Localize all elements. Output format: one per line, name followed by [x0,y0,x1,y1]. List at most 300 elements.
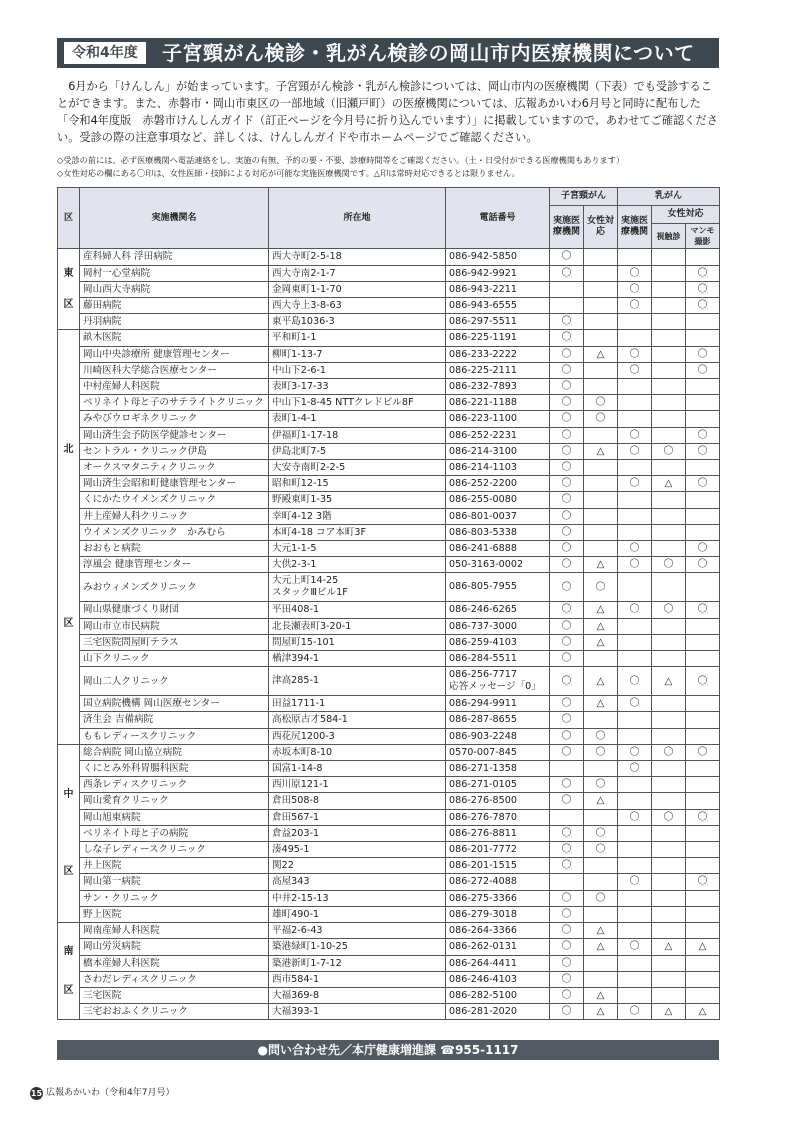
clinic-tel: 086-232-7893 [446,379,550,395]
clinic-address: 国富1-14-8 [269,761,446,777]
cervical-female: 〇 [584,842,618,858]
breast-mammo-female: 〇 [686,281,720,297]
breast-mammo-female [686,573,720,602]
clinic-name: 岡山済生会予防医学健診センター [80,427,269,443]
breast-impl [618,923,652,939]
breast-mammo-female [686,728,720,744]
clinic-name: 西条レディスクリニック [80,777,269,793]
breast-palpation-female [652,524,686,540]
cervical-impl: 〇 [550,524,584,540]
clinic-tel: 086-281-2020 [446,1004,550,1020]
clinic-tel: 086-264-4411 [446,955,550,971]
breast-mammo-female [686,249,720,265]
clinic-name: 岡山市立市民病院 [80,618,269,634]
table-row [58,842,720,858]
cervical-female [584,476,618,492]
breast-mammo-female: 〇 [686,541,720,557]
breast-mammo-female [686,618,720,634]
breast-impl [618,890,652,906]
cervical-female [584,281,618,297]
cervical-impl: 〇 [550,557,584,573]
breast-palpation-female [652,379,686,395]
breast-impl: 〇 [618,476,652,492]
clinic-name: 橋本産婦人科医院 [80,955,269,971]
col-palpation: 視触診 [652,224,686,249]
breast-impl: 〇 [618,557,652,573]
breast-impl: 〇 [618,602,652,618]
breast-palpation-female [652,906,686,922]
clinic-address: 倉田567-1 [269,809,446,825]
clinic-address: 大安寺南町2-2-5 [269,460,446,476]
clinic-address: 赤坂本町8-10 [269,744,446,760]
breast-impl [618,987,652,1003]
table-row [58,712,720,728]
breast-impl [618,793,652,809]
cervical-female: 〇 [584,728,618,744]
clinic-address: 関22 [269,858,446,874]
intro-paragraph: 6月から「けんしん」が始まっています。子宮頸がん検診・乳がん検診については、岡山市内の医療機関（下表）でも受診することができます。また、赤磐市・岡山市東区の一部地域（旧瀬戸町）の医療機関については、広報あかいわ6月号と同時に配布した「令和4年度版 赤磐市けんしんガイド（訂正ページを今月号に折り込んでいます）」に掲載していますので、あわせてご確認ください。受診の際の注意事項など、詳しくは、けんしんガイドや市ホームページでご確認ください。 [57,80,718,144]
breast-mammo-female [686,492,720,508]
breast-mammo-female [686,712,720,728]
cervical-female [584,492,618,508]
clinic-tel: 086-282-5100 [446,987,550,1003]
page-title: 子宮頸がん検診・乳がん検診の岡山市内医療機関について [162,41,695,65]
clinic-tel: 086-252-2231 [446,427,550,443]
breast-mammo-female: 〇 [686,297,720,313]
clinic-tel: 086-246-4103 [446,971,550,987]
clinic-tel: 0570-007-845 [446,744,550,760]
breast-impl [618,460,652,476]
clinic-address: 中井2-15-13 [269,890,446,906]
breast-palpation-female [652,427,686,443]
clinic-address: 倉益203-1 [269,825,446,841]
clinic-tel: 086-214-1103 [446,460,550,476]
table-row [58,761,720,777]
table-row [58,809,720,825]
table-row [58,696,720,712]
col-cervical-impl: 実施医療機関 [550,206,584,249]
cervical-impl: 〇 [550,955,584,971]
cervical-impl: 〇 [550,987,584,1003]
cervical-female [584,858,618,874]
cervical-impl: 〇 [550,602,584,618]
breast-mammo-female: 〇 [686,557,720,573]
breast-palpation-female [652,825,686,841]
table-row [58,330,720,346]
clinic-tel: 086-943-2211 [446,281,550,297]
table-row [58,890,720,906]
clinic-name: オークスマタニティクリニック [80,460,269,476]
clinic-tel: 086-276-7870 [446,809,550,825]
clinic-name: 済生会 吉備病院 [80,712,269,728]
breast-palpation-female [652,651,686,667]
breast-mammo-female [686,987,720,1003]
clinic-name: 岡山二人クリニック [80,667,269,696]
cervical-female: 〇 [584,411,618,427]
cervical-impl: 〇 [550,411,584,427]
breast-palpation-female [652,890,686,906]
clinic-address: 平和町1-1 [269,330,446,346]
table-row [58,265,720,281]
col-cervical-female: 女性対応 [584,206,618,249]
cervical-female: △ [584,557,618,573]
breast-impl [618,524,652,540]
breast-mammo-female [686,971,720,987]
clinic-name: 井上産婦人科クリニック [80,508,269,524]
cervical-impl: 〇 [550,906,584,922]
cervical-female [584,297,618,313]
breast-mammo-female [686,508,720,524]
breast-mammo-female [686,906,720,922]
breast-mammo-female [686,634,720,650]
clinic-name: 岡山済生会昭和町健康管理センター [80,476,269,492]
breast-impl: 〇 [618,696,652,712]
breast-impl: 〇 [618,1004,652,1020]
cervical-female: 〇 [584,890,618,906]
table-row [58,874,720,890]
cervical-female: △ [584,602,618,618]
clinic-tel: 086-201-7772 [446,842,550,858]
breast-mammo-female [686,793,720,809]
cervical-female: 〇 [584,573,618,602]
cervical-female: 〇 [584,395,618,411]
clinic-name: 岡山労災病院 [80,939,269,955]
breast-impl [618,825,652,841]
cervical-impl: 〇 [550,379,584,395]
clinic-name: ももレディースクリニック [80,728,269,744]
breast-palpation-female [652,971,686,987]
breast-palpation-female [652,281,686,297]
clinic-name: 産科婦人科 浮田病院 [80,249,269,265]
breast-mammo-female: △ [686,1004,720,1020]
cervical-impl: 〇 [550,777,584,793]
clinic-address: 平田408-1 [269,602,446,618]
cervical-impl: 〇 [550,634,584,650]
col-address: 所在地 [269,188,446,249]
table-row [58,460,720,476]
clinic-address: 北長瀬表町3-20-1 [269,618,446,634]
breast-palpation-female [652,492,686,508]
table-row [58,249,720,265]
cervical-female [584,379,618,395]
clinic-tel: 086-271-0105 [446,777,550,793]
breast-impl [618,728,652,744]
breast-palpation-female: △ [652,476,686,492]
clinic-tel: 086-903-2248 [446,728,550,744]
clinic-name: 丹羽病院 [80,314,269,330]
clinic-address: 大福369-8 [269,987,446,1003]
cervical-female [584,508,618,524]
clinic-address: 大元1-1-5 [269,541,446,557]
breast-impl: 〇 [618,939,652,955]
breast-impl: 〇 [618,443,652,459]
cervical-female [584,874,618,890]
clinic-tel: 086-223-1100 [446,411,550,427]
clinic-address: 問屋町15-101 [269,634,446,650]
breast-palpation-female [652,249,686,265]
table-row [58,667,720,696]
breast-impl [618,955,652,971]
clinic-address: 西市584-1 [269,971,446,987]
breast-impl: 〇 [618,362,652,378]
breast-impl: 〇 [618,667,652,696]
table-row [58,793,720,809]
table-row [58,971,720,987]
clinic-name: セントラル・クリニック伊島 [80,443,269,459]
cervical-impl: 〇 [550,858,584,874]
cervical-impl [550,761,584,777]
cervical-female [584,249,618,265]
cervical-impl: 〇 [550,728,584,744]
breast-palpation-female: 〇 [652,809,686,825]
cervical-female [584,460,618,476]
breast-impl: 〇 [618,265,652,281]
note-item: ◇受診の前には、必ず医療機関へ電話連絡をし、実施の有無、予約の要・不要、診療時間等をご確認ください。（土・日受付ができる医療機関もあります） [57,155,625,165]
clinic-tel: 086-805-7955 [446,573,550,602]
clinic-name: 井上医院 [80,858,269,874]
clinic-address: 西花尻1200-3 [269,728,446,744]
clinic-name: しな子レディースクリニック [80,842,269,858]
cervical-impl: 〇 [550,923,584,939]
ward-cell: 中 区 [58,744,80,922]
clinic-name: ウイメンズクリニック かみむら [80,524,269,540]
clinic-address: 幸町4-12 3階 [269,508,446,524]
cervical-impl: 〇 [550,651,584,667]
breast-impl [618,651,652,667]
breast-impl: 〇 [618,874,652,890]
clinic-tel: 086-276-8811 [446,825,550,841]
breast-palpation-female [652,858,686,874]
clinic-tel: 086-262-0131 [446,939,550,955]
clinic-tel: 086-271-1358 [446,761,550,777]
cervical-female: △ [584,987,618,1003]
breast-palpation-female: △ [652,667,686,696]
clinic-tel: 086-737-3000 [446,618,550,634]
clinic-address: 中山下1-8-45 NTTクレドビル8F [269,395,446,411]
breast-impl [618,842,652,858]
cervical-female [584,809,618,825]
cervical-female: △ [584,618,618,634]
clinic-tel: 086-284-5511 [446,651,550,667]
clinic-tel: 086-201-1515 [446,858,550,874]
table-row [58,618,720,634]
breast-mammo-female: 〇 [686,602,720,618]
breast-mammo-female: △ [686,939,720,955]
breast-mammo-female [686,858,720,874]
col-group-cervical: 子宮頸がん [550,188,618,206]
cervical-impl: 〇 [550,314,584,330]
breast-mammo-female [686,330,720,346]
clinic-name: 畝木医院 [80,330,269,346]
clinic-address: 高屋343 [269,874,446,890]
breast-impl [618,395,652,411]
breast-mammo-female [686,761,720,777]
breast-impl: 〇 [618,809,652,825]
cervical-impl: 〇 [550,667,584,696]
breast-palpation-female [652,712,686,728]
breast-impl: 〇 [618,281,652,297]
clinic-tel: 086-276-8500 [446,793,550,809]
cervical-impl: 〇 [550,460,584,476]
clinic-name: 山下クリニック [80,651,269,667]
table-row [58,825,720,841]
cervical-female [584,906,618,922]
cervical-impl: 〇 [550,712,584,728]
breast-palpation-female [652,793,686,809]
breast-impl [618,379,652,395]
clinic-address: 楢津394-1 [269,651,446,667]
breast-mammo-female [686,923,720,939]
table-row [58,651,720,667]
table-row [58,362,720,378]
cervical-female [584,265,618,281]
clinic-address: 昭和町12-15 [269,476,446,492]
breast-impl [618,330,652,346]
table-row [58,346,720,362]
breast-palpation-female [652,395,686,411]
clinic-address: 伊福町1-17-18 [269,427,446,443]
breast-mammo-female [686,460,720,476]
cervical-impl [550,281,584,297]
clinic-address: 表町3-17-33 [269,379,446,395]
clinic-tel: 086-225-1191 [446,330,550,346]
table-row [58,411,720,427]
breast-palpation-female [652,330,686,346]
clinic-name: 岡山第一病院 [80,874,269,890]
table-row [58,634,720,650]
clinic-tel: 086-241-6888 [446,541,550,557]
breast-mammo-female [686,651,720,667]
breast-palpation-female [652,777,686,793]
breast-mammo-female: 〇 [686,744,720,760]
cervical-impl: 〇 [550,825,584,841]
breast-impl [618,411,652,427]
cervical-impl [550,874,584,890]
breast-impl [618,777,652,793]
breast-mammo-female: 〇 [686,476,720,492]
col-mammo: マンモ撮影 [686,224,720,249]
note-item: ◇女性対応の欄にある〇印は、女性医師・技師による対応が可能な実施医療機関です。△印は常時対応できるとは限りません。 [57,168,520,178]
clinic-address: 倉田508-8 [269,793,446,809]
breast-impl [618,906,652,922]
cervical-female [584,955,618,971]
breast-palpation-female [652,346,686,362]
breast-mammo-female [686,379,720,395]
cervical-female [584,362,618,378]
breast-mammo-female [686,411,720,427]
table-row [58,541,720,557]
breast-impl [618,971,652,987]
col-tel: 電話番号 [446,188,550,249]
table-body [58,249,720,1020]
intro-text [57,78,721,146]
breast-palpation-female [652,508,686,524]
col-group-female: 女性対応 [652,206,720,224]
clinic-name: 岡村一心堂病院 [80,265,269,281]
clinic-address: 湊495-1 [269,842,446,858]
breast-mammo-female [686,524,720,540]
breast-impl [618,858,652,874]
clinic-tel: 086-801-0037 [446,508,550,524]
cervical-female [584,524,618,540]
clinic-name: 岡南産婦人科医院 [80,923,269,939]
breast-impl [618,712,652,728]
notes [57,154,737,180]
contact-bar: ●問い合わせ先／本庁健康増進課 ☎955-1117 [57,1040,719,1060]
table-row [58,1004,720,1020]
clinic-tel: 086-255-0080 [446,492,550,508]
breast-mammo-female: 〇 [686,874,720,890]
cervical-female [584,971,618,987]
breast-palpation-female: △ [652,939,686,955]
cervical-impl: 〇 [550,939,584,955]
clinic-name: 川崎医科大学総合医療センター [80,362,269,378]
clinic-tel: 086-942-9921 [446,265,550,281]
cervical-impl: 〇 [550,508,584,524]
ward-cell: 南 区 [58,923,80,1020]
table-row [58,379,720,395]
clinic-name: 岡山県健康づくり財団 [80,602,269,618]
breast-mammo-female [686,777,720,793]
cervical-impl: 〇 [550,618,584,634]
clinic-tel: 086-256-7717 応答メッセージ「0」 [446,667,550,696]
clinic-tel: 086-221-1188 [446,395,550,411]
breast-mammo-female: 〇 [686,427,720,443]
ward-cell: 東 区 [58,249,80,330]
clinic-name: くにとみ外科胃腸科医院 [80,761,269,777]
breast-impl [618,634,652,650]
cervical-female: 〇 [584,777,618,793]
table-row [58,573,720,602]
breast-mammo-female: 〇 [686,362,720,378]
breast-palpation-female [652,761,686,777]
clinic-tel: 086-233-2222 [446,346,550,362]
cervical-female: △ [584,667,618,696]
clinic-tel: 086-272-4088 [446,874,550,890]
cervical-female [584,541,618,557]
table-row [58,858,720,874]
cervical-female: 〇 [584,744,618,760]
cervical-female: △ [584,443,618,459]
breast-impl: 〇 [618,761,652,777]
clinic-address: 野殿東町1-35 [269,492,446,508]
breast-palpation-female: 〇 [652,443,686,459]
breast-mammo-female: 〇 [686,667,720,696]
clinic-tel: 086-264-3366 [446,923,550,939]
breast-palpation-female [652,696,686,712]
breast-impl [618,508,652,524]
cervical-impl: 〇 [550,492,584,508]
table-row [58,744,720,760]
clinic-name: 三宅医院 [80,987,269,1003]
ward-cell: 北 区 [58,330,80,744]
clinic-tel: 086-297-5511 [446,314,550,330]
table-row [58,443,720,459]
clinic-address: 西大寺南2-1-7 [269,265,446,281]
table-row [58,906,720,922]
breast-mammo-female [686,696,720,712]
clinic-name: 野上医院 [80,906,269,922]
breast-palpation-female [652,987,686,1003]
cervical-female: △ [584,923,618,939]
clinic-name: 総合病院 岡山協立病院 [80,744,269,760]
clinic-address: 平福2-6-43 [269,923,446,939]
clinic-tel: 086-225-2111 [446,362,550,378]
clinic-address: 雄町490-1 [269,906,446,922]
clinic-address: 築港緑町1-10-25 [269,939,446,955]
clinic-name: さわだレディスクリニック [80,971,269,987]
clinic-name: 岡山愛育クリニック [80,793,269,809]
